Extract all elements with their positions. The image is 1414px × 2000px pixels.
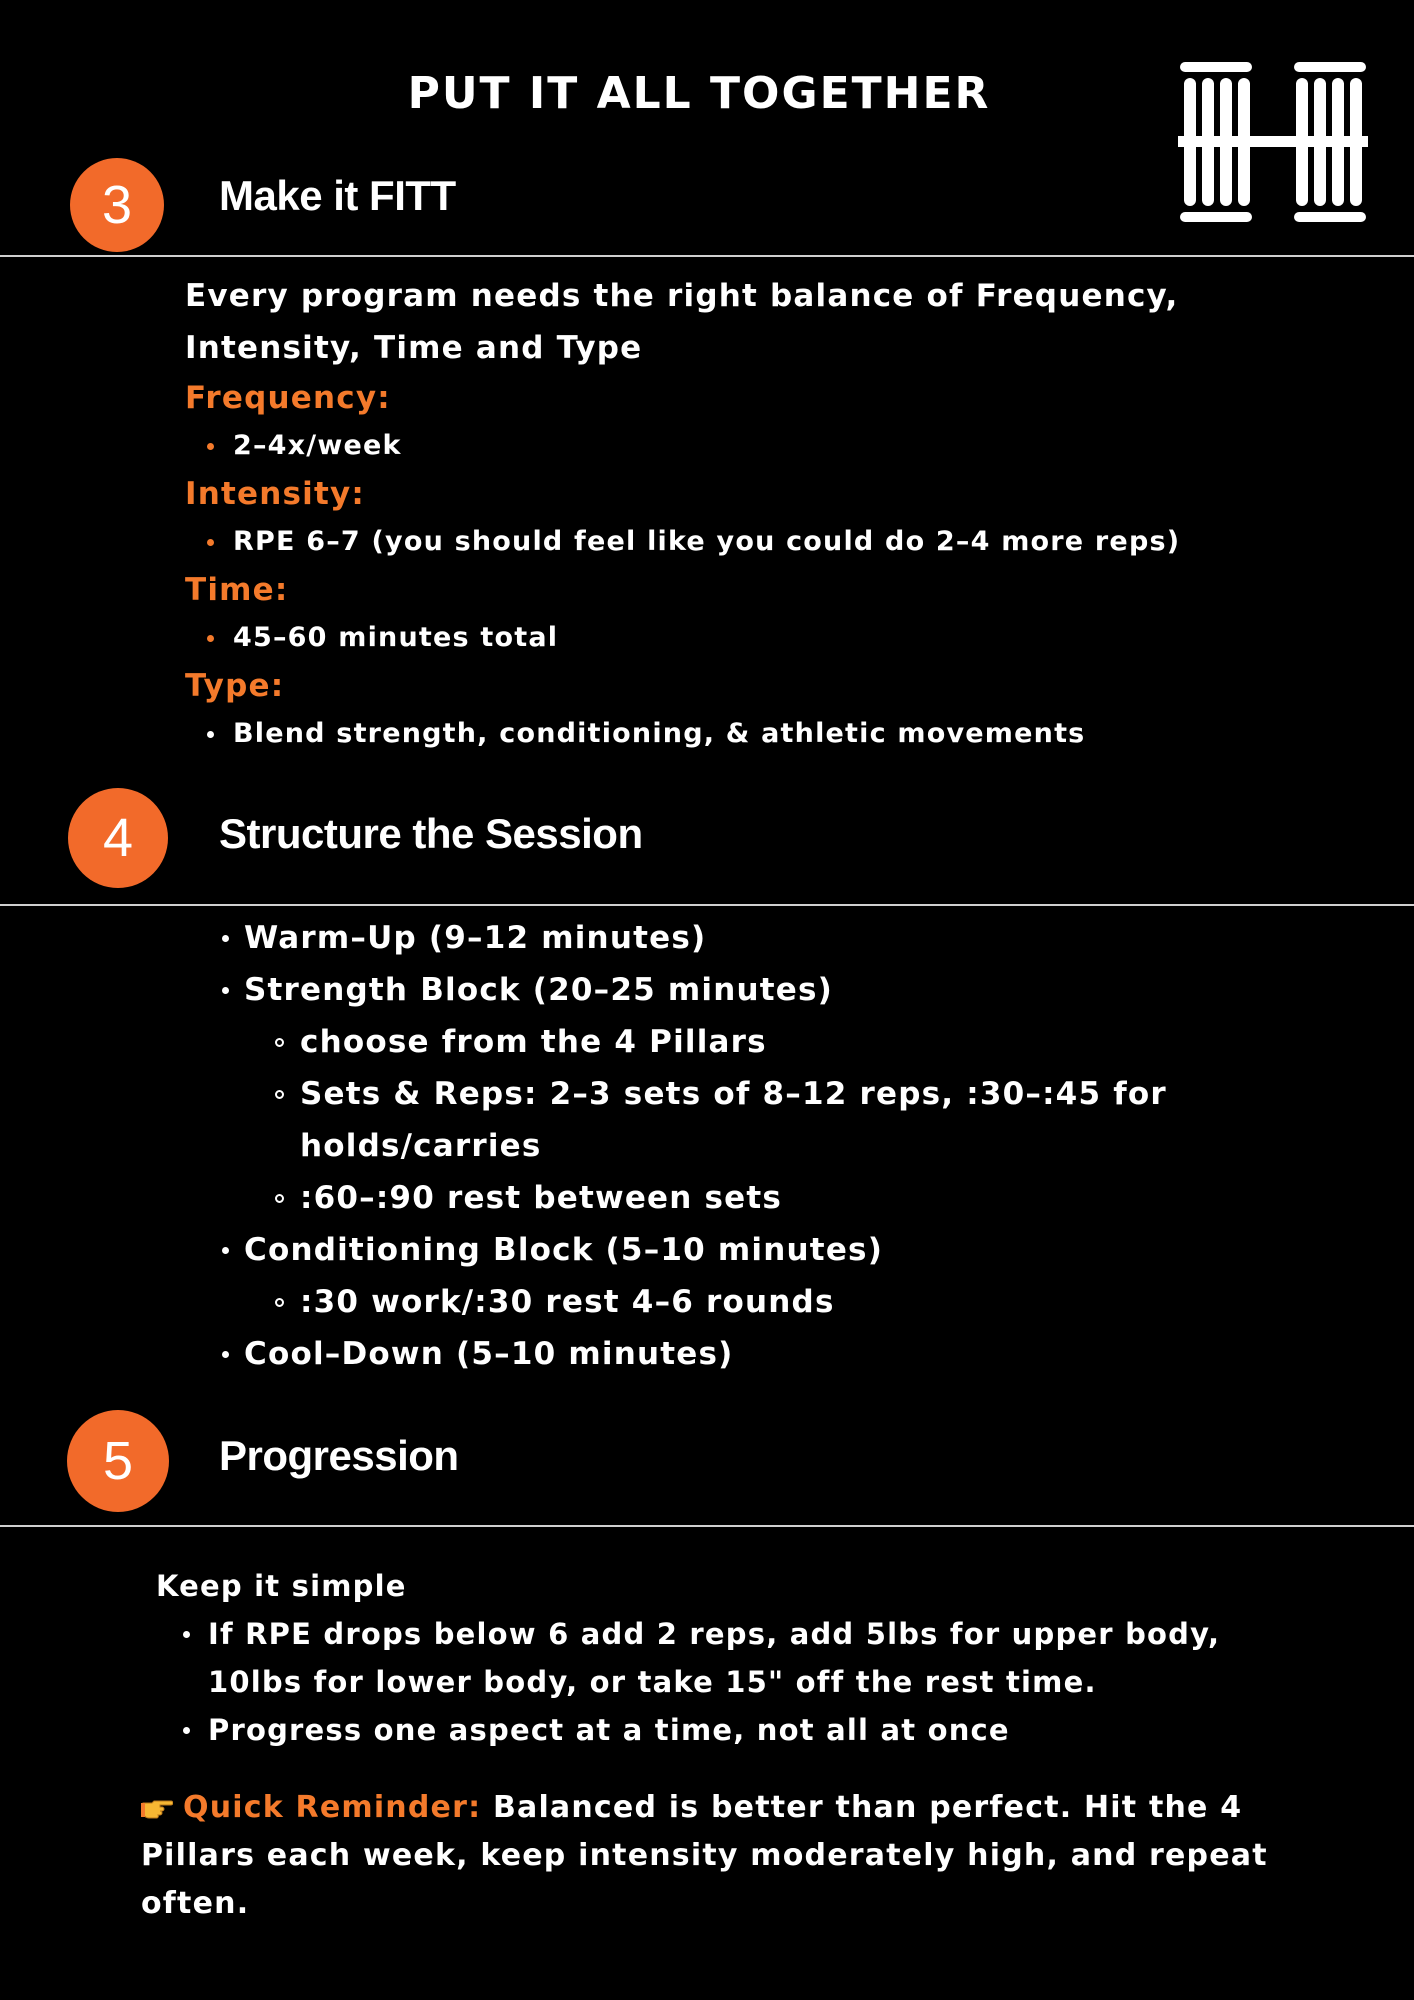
dumbbell-h-logo-icon [1178, 60, 1368, 224]
section-4-title: Structure the Session [219, 810, 643, 857]
conditioning-sub-list [244, 1276, 1215, 1328]
section-3-title: Make it FITT [219, 172, 456, 219]
sub-list-item: choose from the 4 Pillars [300, 1016, 1215, 1068]
intensity-list [185, 518, 1345, 566]
frequency-list [185, 422, 1345, 470]
section-5-number-badge: 5 [67, 1410, 169, 1512]
page-title: PUT IT ALL TOGETHER [407, 68, 991, 119]
sub-list-item: :30 work/:30 rest 4–6 rounds [300, 1276, 1215, 1328]
time-list [185, 614, 1345, 662]
list-item: RPE 6–7 (you should feel like you could do 2–4 more reps) [233, 518, 1345, 566]
section-4-body [215, 912, 1215, 1380]
progression-intro: Keep it simple [156, 1569, 407, 1603]
list-item: Progress one aspect at a time, not all at once [208, 1706, 1316, 1754]
list-item: Strength Block (20–25 minutes) choose from the 4 Pillars Sets & Reps: 2–3 sets of 8–12 reps, :30–:45 for holds/carries :60–:90 rest between sets [244, 964, 1215, 1224]
quick-reminder [141, 1784, 1311, 1928]
session-structure-list [215, 912, 1215, 1380]
section-3-body [185, 270, 1345, 758]
section-3-number-badge: 3 [70, 158, 164, 252]
list-item: Conditioning Block (5–10 minutes) :30 work/:30 rest 4–6 rounds [244, 1224, 1215, 1328]
section-5-title: Progression [219, 1432, 459, 1479]
progression-list [156, 1610, 1316, 1754]
list-item: Cool–Down (5–10 minutes) [244, 1328, 1215, 1380]
section-4-number-badge: 4 [68, 788, 168, 888]
pointing-hand-icon [141, 1797, 173, 1819]
intensity-label: Intensity: [185, 476, 366, 512]
section-4-divider [0, 904, 1414, 906]
quick-reminder-text: Balanced is better than perfect. Hit the 4 Pillars each week, keep intensity moderately high, and repeat often. [141, 1790, 1268, 1921]
type-list [185, 710, 1345, 758]
fitt-intro: Every program needs the right balance of Frequency, Intensity, Time and Type [185, 278, 1179, 366]
frequency-label: Frequency: [185, 380, 391, 416]
section-5-divider [0, 1525, 1414, 1527]
section-5-body [156, 1562, 1316, 1754]
list-item: Blend strength, conditioning, & athletic movements [233, 710, 1345, 758]
time-label: Time: [185, 572, 289, 608]
list-item: If RPE drops below 6 add 2 reps, add 5lbs for upper body, 10lbs for lower body, or take 15" off the rest time. [208, 1610, 1318, 1706]
list-item: Warm–Up (9–12 minutes) [244, 912, 1215, 964]
sub-list-item: :60–:90 rest between sets [300, 1172, 1215, 1224]
type-label: Type: [185, 668, 285, 704]
sub-list-item: Sets & Reps: 2–3 sets of 8–12 reps, :30–:45 for holds/carries [300, 1068, 1180, 1172]
section-3-divider [0, 255, 1414, 257]
strength-sub-list [244, 1016, 1215, 1224]
list-item: 45–60 minutes total [233, 614, 1345, 662]
list-item: 2–4x/week [233, 422, 1345, 470]
quick-reminder-label: Quick Reminder: [183, 1790, 482, 1825]
